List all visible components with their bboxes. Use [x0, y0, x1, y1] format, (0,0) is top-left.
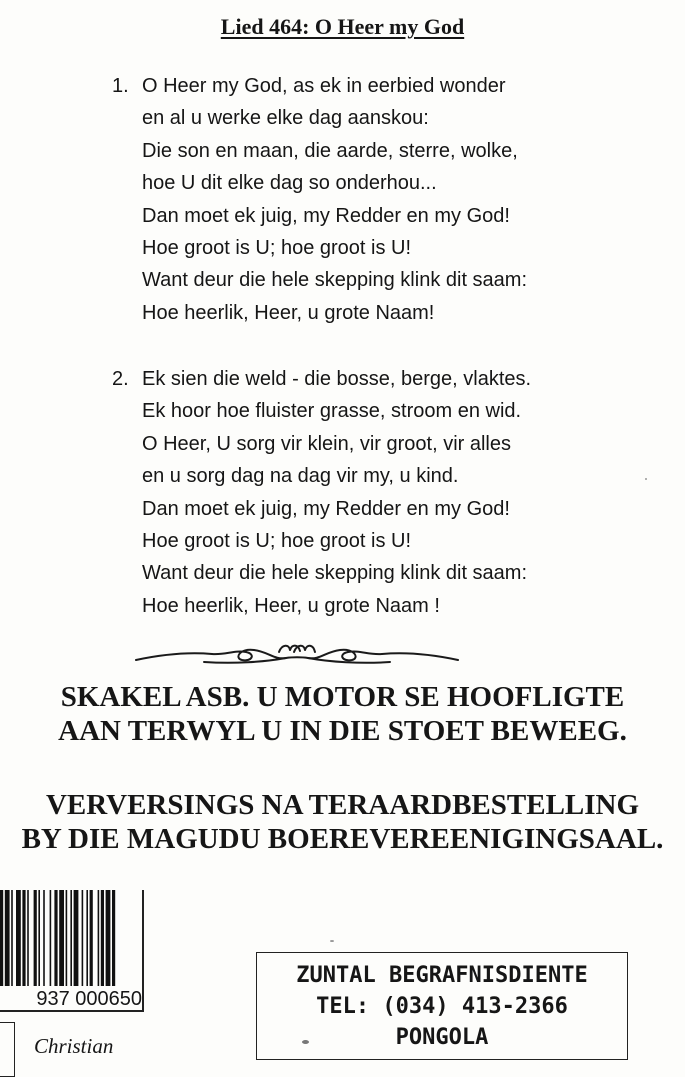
- barcode-bar: [11, 890, 13, 986]
- verse-line: Ek sien die weld - die bosse, berge, vlaktes.: [142, 368, 532, 390]
- verse-line: O Heer, U sorg vir klein, vir groot, vir alles: [142, 432, 511, 455]
- publisher-logo-frame: [0, 1022, 15, 1077]
- verse-number: 1.: [112, 75, 129, 97]
- notice-line: SKAKEL ASB. U MOTOR SE HOOFLIGTE: [60, 681, 625, 713]
- publisher-logo-text: Christian: [34, 1034, 114, 1058]
- verse-line: en al u werke elke dag aanskou:: [142, 107, 429, 130]
- notice-line: VERVERSINGS NA TERAARDBESTELLING: [45, 789, 640, 821]
- barcode-bar: [74, 890, 79, 986]
- verse-line: Hoe groot is U; hoe groot is U!: [142, 236, 412, 259]
- barcode-border: [0, 1010, 144, 1012]
- barcode-bar: [59, 890, 64, 986]
- verse-line: Hoe groot is U; hoe groot is U!: [142, 529, 412, 552]
- barcode-number: 937 000650: [36, 988, 142, 1010]
- hymn-title-text: Lied 464: O Heer my God: [220, 14, 465, 39]
- barcode-icon: [0, 888, 148, 986]
- notice-line: AAN TERWYL U IN DIE STOET BEWEEG.: [58, 715, 627, 747]
- verse-line: en u sorg dag na dag vir my, u kind.: [142, 465, 459, 488]
- barcode-bar: [38, 890, 40, 986]
- print-speck: [330, 940, 334, 942]
- barcode-bar: [112, 890, 115, 986]
- barcode-bar: [98, 890, 100, 986]
- hymn-title: [0, 14, 685, 40]
- verse-line: Hoe heerlik, Heer, u grote Naam !: [142, 594, 440, 617]
- print-speck: [645, 478, 647, 480]
- barcode-border: [142, 890, 144, 1010]
- barcode-bar: [0, 890, 3, 986]
- barcode-bar: [54, 890, 57, 986]
- barcode-bar: [70, 890, 72, 986]
- undertaker-phone: TEL: (034) 413-2366: [316, 994, 568, 1019]
- undertaker-name: ZUNTAL BEGRAFNISDIENTE: [296, 963, 588, 988]
- headlights-notice: [0, 680, 685, 748]
- refreshments-notice: [0, 788, 685, 856]
- barcode-bar: [5, 890, 10, 986]
- verse-line: Want deur die hele skepping klink dit saam:: [142, 269, 528, 292]
- print-speck: [302, 1040, 309, 1044]
- barcode-bar: [22, 890, 25, 986]
- verse-line: Hoe heerlik, Heer, u grote Naam!: [142, 301, 435, 324]
- verse-lines: [142, 70, 527, 329]
- barcode-bar: [66, 890, 68, 986]
- barcode-bar: [90, 890, 93, 986]
- undertaker-town: PONGOLA: [395, 1025, 489, 1050]
- ornamental-divider-icon: [134, 640, 460, 670]
- notice-line: BY DIE MAGUDU BOEREVEREENIGINGSAAL.: [21, 823, 664, 855]
- barcode-bar: [43, 890, 45, 986]
- verse-line: Want deur die hele skepping klink dit saam:: [142, 562, 528, 585]
- barcode-bar: [34, 890, 37, 986]
- verse-line: Ek hoor hoe fluister grasse, stroom en wid.: [142, 400, 522, 423]
- undertaker-box: [256, 952, 628, 1060]
- barcode-bar: [27, 890, 29, 986]
- verse-line: hoe U dit elke dag so onderhou...: [142, 172, 437, 195]
- barcode-bar: [16, 890, 21, 986]
- verse-line: O Heer my God, as ek in eerbied wonder: [142, 75, 506, 97]
- barcode-bar: [86, 890, 88, 986]
- verse-number: 2.: [112, 368, 129, 390]
- verse-line: Dan moet ek juig, my Redder en my God!: [142, 204, 510, 227]
- barcode-bar: [106, 890, 111, 986]
- barcode-bar: [82, 890, 84, 986]
- barcode-bar: [101, 890, 104, 986]
- verse-line: Die son en maan, die aarde, sterre, wolke,: [142, 139, 518, 162]
- verse-line: Dan moet ek juig, my Redder en my God!: [142, 497, 510, 520]
- barcode-bar: [50, 890, 52, 986]
- verse-lines: [142, 363, 531, 622]
